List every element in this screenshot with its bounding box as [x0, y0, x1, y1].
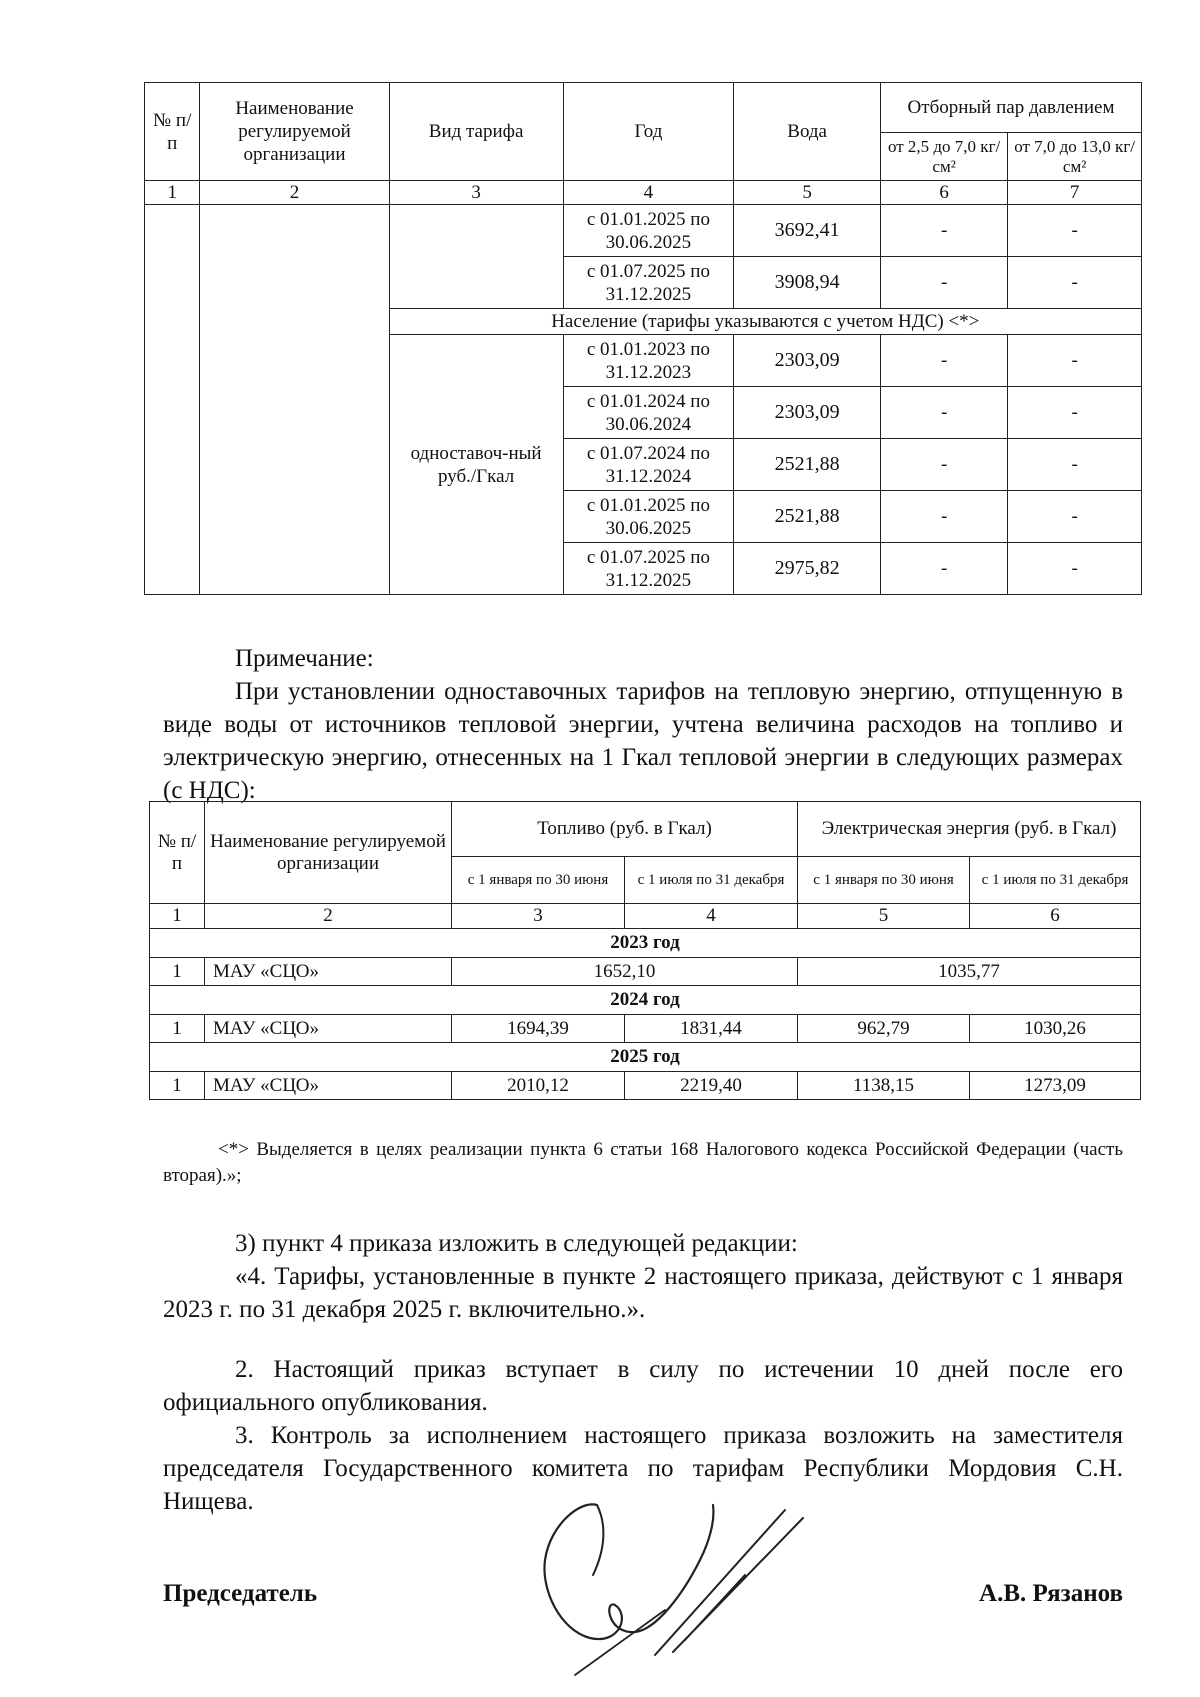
col-number: 7 — [1008, 181, 1142, 205]
header-electricity: Электрическая энергия (руб. в Гкал) — [798, 802, 1141, 857]
header-fuel: Топливо (руб. в Гкал) — [452, 802, 798, 857]
header-num: № п/п — [145, 83, 200, 181]
steam-low-value: - — [881, 387, 1008, 439]
col-number: 5 — [734, 181, 881, 205]
fuel-value: 1831,44 — [625, 1015, 798, 1043]
table-row — [145, 205, 1142, 257]
tariff-table — [144, 82, 1142, 595]
water-value: 3908,94 — [734, 257, 881, 309]
period-cell: с 01.07.2024 по 31.12.2024 — [563, 439, 734, 491]
tariff-type-cell: одноставоч-ный руб./Гкал — [389, 335, 563, 595]
period-cell: с 01.07.2025 по 31.12.2025 — [563, 257, 734, 309]
steam-high-value: - — [1008, 491, 1142, 543]
header-fuel-jul-dec: с 1 июля по 31 декабря — [625, 857, 798, 904]
header-num: № п/п — [150, 802, 205, 904]
header-elec-jul-dec: с 1 июля по 31 декабря — [970, 857, 1141, 904]
water-value: 2975,82 — [734, 543, 881, 595]
col-number: 6 — [881, 181, 1008, 205]
period-cell: с 01.07.2025 по 31.12.2025 — [563, 543, 734, 595]
water-value: 2303,09 — [734, 387, 881, 439]
steam-low-value: - — [881, 543, 1008, 595]
steam-high-value: - — [1008, 543, 1142, 595]
header-year: Год — [563, 83, 734, 181]
row-num: 1 — [150, 958, 205, 986]
org-name: МАУ «СЦО» — [205, 1072, 452, 1100]
electricity-value: 1030,26 — [970, 1015, 1141, 1043]
footnote: <*> Выделяется в целях реализации пункта 6 статьи 168 Налогового кодекса Российской Федерации (часть вторая).»; — [163, 1139, 1123, 1186]
steam-low-value: - — [881, 257, 1008, 309]
paragraph-3: 3. Контроль за исполнением настоящего приказа возложить на заместителя председателя Государственного комитета по тарифам Республики Мордовия С.Н. Нищева. — [163, 1422, 1123, 1515]
header-steam-high: от 7,0 до 13,0 кг/см² — [1008, 133, 1142, 181]
water-value: 2521,88 — [734, 439, 881, 491]
col-number: 1 — [145, 181, 200, 205]
steam-low-value: - — [881, 491, 1008, 543]
col-number: 4 — [625, 904, 798, 929]
header-org: Наименование регулируемой организации — [200, 83, 389, 181]
col-number: 5 — [798, 904, 970, 929]
steam-low-value: - — [881, 439, 1008, 491]
electricity-value: 1035,77 — [798, 958, 1141, 986]
row-num: 1 — [150, 1015, 205, 1043]
period-cell: с 01.01.2025 по 30.06.2025 — [563, 491, 734, 543]
fuel-value: 1652,10 — [452, 958, 798, 986]
steam-low-value: - — [881, 335, 1008, 387]
col-number: 3 — [452, 904, 625, 929]
table-row — [150, 1015, 1141, 1043]
col-number: 2 — [200, 181, 389, 205]
year-heading: 2023 год — [150, 929, 1141, 958]
water-value: 2303,09 — [734, 335, 881, 387]
item3-text: «4. Тарифы, установленные в пункте 2 настоящего приказа, действуют с 1 января 2023 г. по 31 декабря 2025 г. включительно.». — [163, 1263, 1123, 1323]
empty-num-cell — [145, 205, 200, 595]
population-label: Население (тарифы указываются с учетом НДС) <*> — [389, 309, 1141, 335]
col-number: 3 — [389, 181, 563, 205]
water-value: 3692,41 — [734, 205, 881, 257]
fuel-value: 2010,12 — [452, 1072, 625, 1100]
header-steam: Отборный пар давлением — [881, 83, 1142, 133]
note-text: При установлении одноставочных тарифов на тепловую энергию, отпущенную в виде воды от источников тепловой энергии, учтена величина расходов на топливо и электрическую энергию, отнесенных на 1 Гкал тепловой энергии в следующих размерах (с НДС): — [163, 678, 1123, 804]
electricity-value: 962,79 — [798, 1015, 970, 1043]
fuel-value: 2219,40 — [625, 1072, 798, 1100]
paragraph-2: 2. Настоящий приказ вступает в силу по истечении 10 дней после его официального опубликования. — [163, 1356, 1123, 1416]
org-name: МАУ «СЦО» — [205, 958, 452, 986]
note-title: Примечание: — [235, 645, 374, 672]
steam-high-value: - — [1008, 257, 1142, 309]
header-water: Вода — [734, 83, 881, 181]
header-org: Наименование регулируемой организации — [205, 802, 452, 904]
steam-low-value: - — [881, 205, 1008, 257]
electricity-value: 1138,15 — [798, 1072, 970, 1100]
row-num: 1 — [150, 1072, 205, 1100]
col-number: 4 — [563, 181, 734, 205]
col-number: 6 — [970, 904, 1141, 929]
period-cell: с 01.01.2024 по 30.06.2024 — [563, 387, 734, 439]
fuel-value: 1694,39 — [452, 1015, 625, 1043]
handwritten-signature — [535, 1480, 835, 1680]
item3-title: 3) пункт 4 приказа изложить в следующей редакции: — [235, 1230, 798, 1257]
header-elec-jan-jun: с 1 января по 30 июня — [798, 857, 970, 904]
period-cell: с 01.01.2025 по 30.06.2025 — [563, 205, 734, 257]
steam-high-value: - — [1008, 439, 1142, 491]
table-row — [150, 1072, 1141, 1100]
electricity-value: 1273,09 — [970, 1072, 1141, 1100]
period-cell: с 01.01.2023 по 31.12.2023 — [563, 335, 734, 387]
water-value: 2521,88 — [734, 491, 881, 543]
signatory-name: А.В. Рязанов — [979, 1580, 1123, 1607]
table-row — [150, 958, 1141, 986]
year-heading: 2025 год — [150, 1043, 1141, 1072]
steam-high-value: - — [1008, 205, 1142, 257]
signatory-position: Председатель — [163, 1580, 318, 1607]
year-heading: 2024 год — [150, 986, 1141, 1015]
col-number: 2 — [205, 904, 452, 929]
header-tariff-type: Вид тарифа — [389, 83, 563, 181]
header-fuel-jan-jun: с 1 января по 30 июня — [452, 857, 625, 904]
costs-table — [149, 801, 1141, 1100]
empty-org-cell — [200, 205, 389, 595]
col-number: 1 — [150, 904, 205, 929]
empty-tariff-cell — [389, 205, 563, 309]
org-name: МАУ «СЦО» — [205, 1015, 452, 1043]
header-steam-low: от 2,5 до 7,0 кг/см² — [881, 133, 1008, 181]
steam-high-value: - — [1008, 335, 1142, 387]
steam-high-value: - — [1008, 387, 1142, 439]
